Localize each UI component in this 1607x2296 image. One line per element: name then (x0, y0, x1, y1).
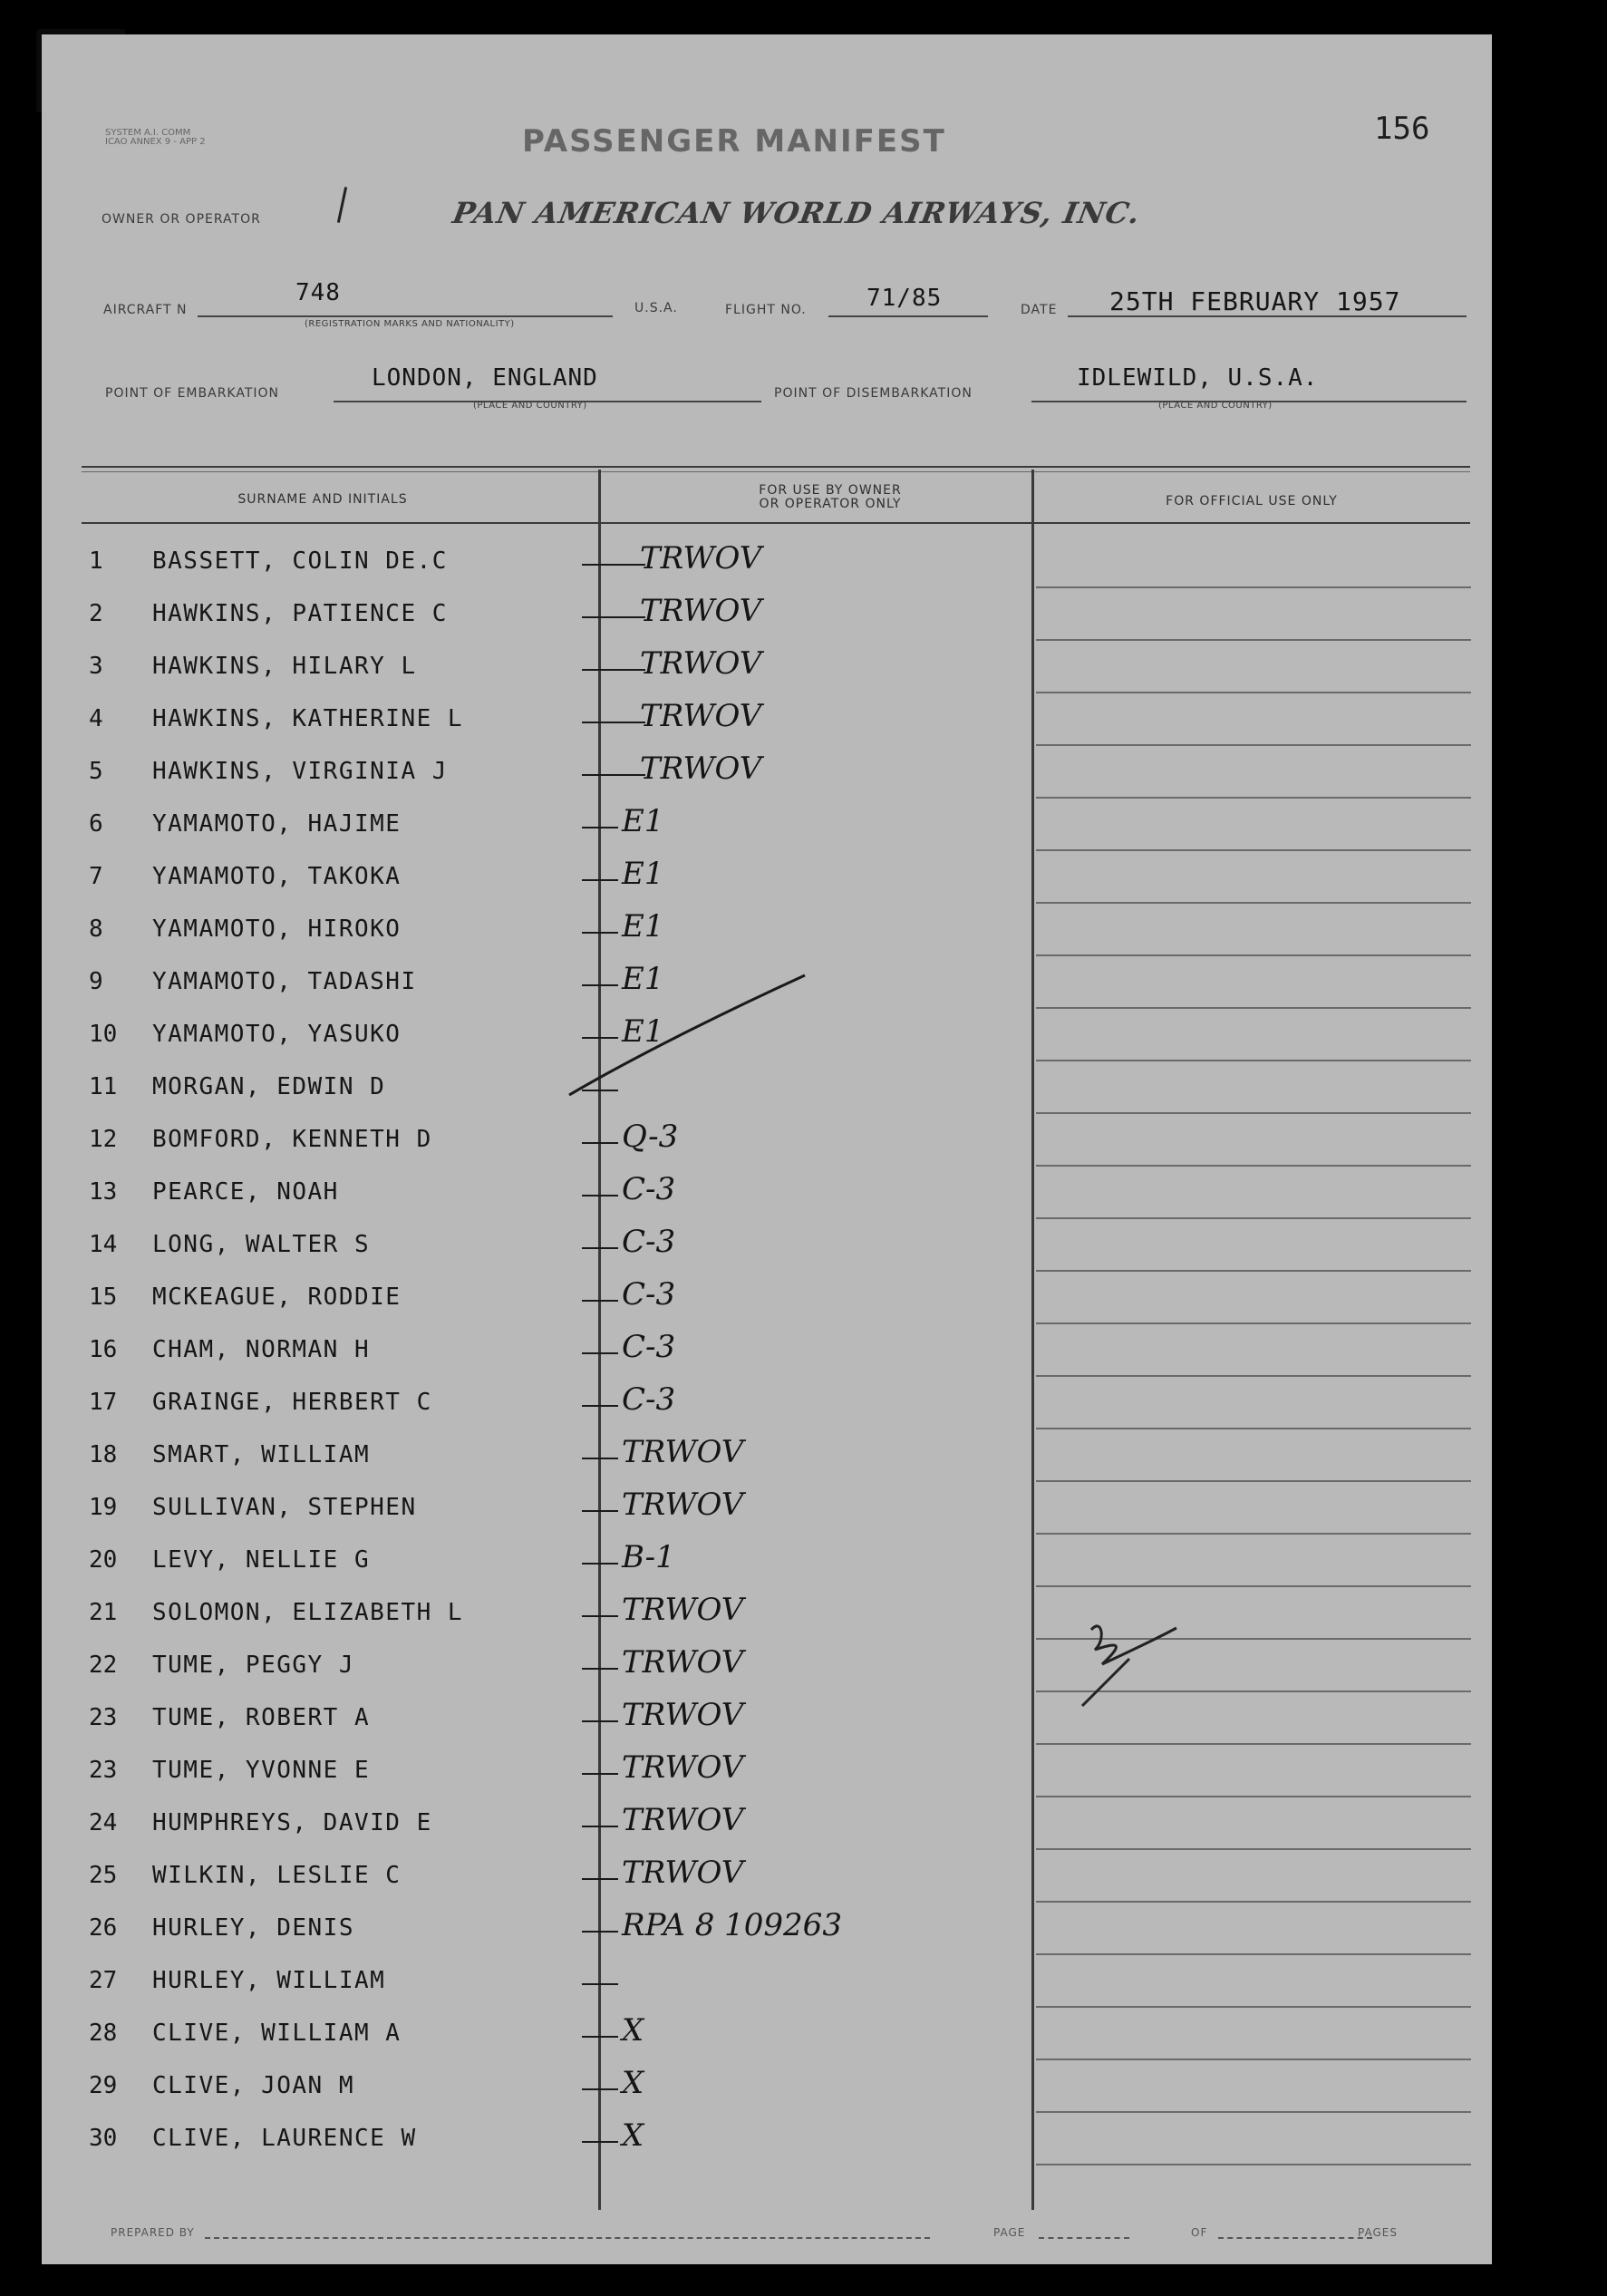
official-use-row-line (1036, 1270, 1471, 1272)
operator-mark: C-3 (622, 1276, 676, 1313)
operator-mark: TRWOV (640, 698, 762, 734)
operator-mark: X (622, 2117, 644, 2154)
checkmark-dash (582, 774, 645, 776)
manifest-page (42, 34, 1492, 2264)
official-use-row-line (1036, 1585, 1471, 1587)
owner-value: PAN AMERICAN WORLD AIRWAYS, INC. (450, 196, 1144, 230)
checkmark-dash (582, 616, 645, 618)
passenger-name: TUME, YVONNE E (152, 1757, 371, 1784)
checkmark-dash (582, 669, 645, 671)
footer-of-line (1218, 2237, 1372, 2239)
checkmark-dash (582, 1983, 618, 1985)
official-use-row-line (1036, 1007, 1471, 1009)
table-row (42, 799, 1492, 852)
row-number: 19 (89, 1494, 118, 1521)
operator-mark: TRWOV (622, 1802, 744, 1838)
aircraft-line (198, 315, 613, 317)
passenger-name: LONG, WALTER S (152, 1231, 371, 1258)
cancel-stroke (549, 959, 821, 1104)
row-number: 7 (89, 863, 103, 890)
flight-line (828, 315, 988, 317)
checkmark-dash (582, 2141, 618, 2143)
passenger-name: MORGAN, EDWIN D (152, 1073, 386, 1100)
passenger-name: HAWKINS, PATIENCE C (152, 600, 448, 627)
official-use-row-line (1036, 1322, 1471, 1324)
row-number: 17 (89, 1389, 118, 1416)
row-number: 28 (89, 2020, 118, 2047)
operator-mark: X (622, 2012, 644, 2049)
official-use-row-line (1036, 1165, 1471, 1167)
passenger-name: YAMAMOTO, HIROKO (152, 915, 402, 943)
checkmark-dash (582, 1352, 618, 1354)
table-row (42, 1325, 1492, 1378)
official-use-row-line (1036, 1533, 1471, 1535)
official-use-row-line (1036, 2164, 1471, 2165)
row-number: 29 (89, 2072, 118, 2099)
table-row (42, 694, 1492, 747)
table-row (42, 642, 1492, 694)
operator-mark: B-1 (622, 1539, 675, 1575)
passenger-name: CLIVE, WILLIAM A (152, 2020, 402, 2047)
row-number: 26 (89, 1914, 118, 1942)
row-number: 4 (89, 705, 103, 732)
official-use-row-line (1036, 1901, 1471, 1903)
row-number: 27 (89, 1967, 118, 1994)
checkmark-dash (582, 1300, 618, 1302)
checkmark-dash (582, 1405, 618, 1407)
embarkation-sublabel: (PLACE AND COUNTRY) (473, 401, 587, 411)
checkmark-dash (582, 1615, 618, 1617)
operator-mark: E1 (622, 856, 664, 892)
checkmark-dash (582, 1878, 618, 1880)
row-number: 23 (89, 1757, 118, 1784)
passenger-name: SOLOMON, ELIZABETH L (152, 1599, 464, 1626)
official-use-row-line (1036, 797, 1471, 799)
table-row (42, 852, 1492, 905)
checkmark-dash (582, 722, 645, 723)
checkmark-dash (582, 1668, 618, 1670)
footer-prepared-by-label: PREPARED BY (111, 2226, 195, 2239)
official-use-row-line (1036, 2059, 1471, 2060)
table-row (42, 1430, 1492, 1483)
table-row (42, 2061, 1492, 2114)
row-number: 8 (89, 915, 103, 943)
operator-mark: E1 (622, 803, 664, 839)
checkmark-dash (582, 1142, 618, 1144)
passenger-name: MCKEAGUE, RODDIE (152, 1284, 402, 1311)
table-row (42, 1536, 1492, 1588)
table-row (42, 905, 1492, 957)
passenger-name: CHAM, NORMAN H (152, 1336, 371, 1363)
checkmark-dash (582, 1247, 618, 1249)
row-number: 9 (89, 968, 103, 995)
official-use-row-line (1036, 1375, 1471, 1377)
official-use-row-line (1036, 586, 1471, 588)
aircraft-label: AIRCRAFT N (103, 303, 188, 317)
passenger-name: LEVY, NELLIE G (152, 1546, 371, 1574)
official-use-row-line (1036, 1060, 1471, 1061)
table-row (42, 1641, 1492, 1693)
passenger-name: WILKIN, LESLIE C (152, 1862, 402, 1889)
footer-pages-label: PAGES (1358, 2226, 1398, 2239)
passenger-name: YAMAMOTO, TAKOKA (152, 863, 402, 890)
row-number: 18 (89, 1441, 118, 1468)
checkmark-dash (582, 1563, 618, 1565)
checkmark-dash (582, 1826, 618, 1827)
operator-mark: Q-3 (622, 1119, 679, 1155)
checkmark-dash (582, 564, 645, 566)
checkmark-dash (582, 1931, 618, 1933)
footer-of-label: OF (1191, 2226, 1208, 2239)
table-row (42, 1273, 1492, 1325)
table-top-rule-secondary (82, 471, 1470, 472)
operator-mark: TRWOV (640, 751, 762, 787)
row-number: 11 (89, 1073, 118, 1100)
passenger-name: SMART, WILLIAM (152, 1441, 371, 1468)
row-number: 1 (89, 547, 103, 575)
official-use-row-line (1036, 954, 1471, 956)
operator-mark: E1 (622, 908, 664, 945)
table-row (42, 2009, 1492, 2061)
embarkation-label: POINT OF EMBARKATION (105, 386, 280, 401)
footer-page-label: PAGE (993, 2226, 1026, 2239)
table-row (42, 1851, 1492, 1904)
official-use-row-line (1036, 1796, 1471, 1797)
page-number: 156 (1374, 111, 1430, 147)
checkmark-dash (582, 827, 618, 828)
official-initials-scribble (1075, 1612, 1184, 1711)
official-use-row-line (1036, 2111, 1471, 2113)
table-row (42, 1378, 1492, 1430)
table-header-rule (82, 522, 1470, 524)
checkmark-dash (582, 1773, 618, 1775)
operator-mark: C-3 (622, 1329, 676, 1365)
passenger-name: CLIVE, JOAN M (152, 2072, 354, 2099)
table-row (42, 1115, 1492, 1167)
checkmark-dash (582, 1195, 618, 1196)
passenger-name: TUME, PEGGY J (152, 1652, 354, 1679)
official-use-row-line (1036, 1953, 1471, 1955)
column-header-names: SURNAME AND INITIALS (237, 492, 408, 507)
flight-value: 71/85 (866, 285, 943, 312)
table-row (42, 1693, 1492, 1746)
passenger-name: YAMAMOTO, YASUKO (152, 1021, 402, 1048)
row-number: 30 (89, 2125, 118, 2152)
table-row (42, 1220, 1492, 1273)
operator-mark: TRWOV (622, 1644, 744, 1681)
operator-mark: TRWOV (640, 645, 762, 682)
official-use-row-line (1036, 849, 1471, 851)
passenger-name: TUME, ROBERT A (152, 1704, 371, 1731)
disembarkation-label: POINT OF DISEMBARKATION (774, 386, 973, 401)
passenger-name: YAMAMOTO, HAJIME (152, 810, 402, 838)
passenger-name: HAWKINS, KATHERINE L (152, 705, 464, 732)
date-value: 25TH FEBRUARY 1957 (1109, 286, 1401, 316)
checkmark-dash (582, 1510, 618, 1512)
checkmark-dash (582, 1720, 618, 1722)
row-number: 13 (89, 1178, 118, 1206)
operator-mark: TRWOV (622, 1855, 744, 1891)
table-top-rule (82, 466, 1470, 468)
passenger-name: HUMPHREYS, DAVID E (152, 1809, 432, 1836)
table-row (42, 1483, 1492, 1536)
date-label: DATE (1021, 303, 1058, 317)
operator-mark: TRWOV (622, 1434, 744, 1470)
row-number: 3 (89, 653, 103, 680)
table-row (42, 537, 1492, 589)
aircraft-value: 748 (295, 279, 341, 306)
passenger-name: HAWKINS, HILARY L (152, 653, 417, 680)
embarkation-value: LONDON, ENGLAND (372, 364, 598, 392)
official-use-row-line (1036, 744, 1471, 746)
owner-tick-mark (337, 187, 347, 223)
operator-mark: TRWOV (622, 1697, 744, 1733)
checkmark-dash (582, 1458, 618, 1459)
row-number: 16 (89, 1336, 118, 1363)
operator-mark: TRWOV (622, 1592, 744, 1628)
official-use-row-line (1036, 692, 1471, 693)
row-number: 5 (89, 758, 103, 785)
row-number: 15 (89, 1284, 118, 1311)
table-row (42, 589, 1492, 642)
operator-mark: C-3 (622, 1224, 676, 1260)
official-use-row-line (1036, 1217, 1471, 1219)
checkmark-dash (582, 2088, 618, 2090)
passenger-name: PEARCE, NOAH (152, 1178, 339, 1206)
row-number: 10 (89, 1021, 118, 1048)
operator-mark: X (622, 2065, 644, 2101)
official-use-row-line (1036, 1743, 1471, 1745)
aircraft-sublabel: (REGISTRATION MARKS AND NATIONALITY) (305, 319, 515, 329)
operator-mark: C-3 (622, 1171, 676, 1207)
footer-prepared-line (205, 2237, 930, 2239)
passenger-name: SULLIVAN, STEPHEN (152, 1494, 417, 1521)
row-number: 22 (89, 1652, 118, 1679)
disembarkation-sublabel: (PLACE AND COUNTRY) (1158, 401, 1273, 411)
operator-mark: TRWOV (622, 1749, 744, 1786)
table-row (42, 1798, 1492, 1851)
passenger-name: BASSETT, COLIN DE.C (152, 547, 448, 575)
flight-label: FLIGHT NO. (725, 303, 807, 317)
form-stamp (105, 129, 206, 147)
row-number: 12 (89, 1126, 118, 1153)
form-stamp-line-1: SYSTEM A.I. COMM (105, 128, 191, 138)
row-number: 20 (89, 1546, 118, 1574)
passenger-name: HURLEY, WILLIAM (152, 1967, 386, 1994)
operator-mark: C-3 (622, 1381, 676, 1418)
operator-mark: TRWOV (640, 540, 762, 576)
operator-mark: E1 (622, 1013, 664, 1050)
table-row (42, 1746, 1492, 1798)
page-title: PASSENGER MANIFEST (522, 123, 946, 160)
column-header-official-use: FOR OFFICIAL USE ONLY (1166, 494, 1338, 509)
operator-mark: RPA 8 109263 (622, 1907, 842, 1943)
form-stamp-line-2: ICAO ANNEX 9 - APP 2 (105, 137, 206, 147)
owner-label: OWNER OR OPERATOR (102, 212, 261, 227)
row-number: 2 (89, 600, 103, 627)
footer-page-line (1039, 2237, 1129, 2239)
operator-mark: TRWOV (640, 593, 762, 629)
checkmark-dash (582, 2036, 618, 2038)
row-number: 6 (89, 810, 103, 838)
passenger-name: HURLEY, DENIS (152, 1914, 354, 1942)
row-number: 25 (89, 1862, 118, 1889)
table-row (42, 1588, 1492, 1641)
table-row (42, 1956, 1492, 2009)
usa-label: U.S.A. (634, 301, 678, 315)
passenger-name: CLIVE, LAURENCE W (152, 2125, 417, 2152)
passenger-name: YAMAMOTO, TADASHI (152, 968, 417, 995)
operator-mark: TRWOV (622, 1487, 744, 1523)
official-use-row-line (1036, 1112, 1471, 1114)
official-use-row-line (1036, 2006, 1471, 2008)
operator-mark: E1 (622, 961, 664, 997)
passenger-name: HAWKINS, VIRGINIA J (152, 758, 448, 785)
official-use-row-line (1036, 1480, 1471, 1482)
official-use-row-line (1036, 639, 1471, 641)
checkmark-dash (582, 879, 618, 881)
table-row (42, 747, 1492, 799)
row-number: 23 (89, 1704, 118, 1731)
official-use-row-line (1036, 902, 1471, 904)
checkmark-dash (582, 932, 618, 934)
table-row (42, 1904, 1492, 1956)
official-use-row-line (1036, 1428, 1471, 1429)
row-number: 14 (89, 1231, 118, 1258)
row-number: 24 (89, 1809, 118, 1836)
passenger-name: BOMFORD, KENNETH D (152, 1126, 432, 1153)
table-row (42, 2114, 1492, 2166)
table-row (42, 1167, 1492, 1220)
column-header-owner-use: FOR USE BY OWNER OR OPERATOR ONLY (759, 483, 902, 511)
disembarkation-value: IDLEWILD, U.S.A. (1077, 364, 1319, 392)
passenger-name: GRAINGE, HERBERT C (152, 1389, 432, 1416)
row-number: 21 (89, 1599, 118, 1626)
official-use-row-line (1036, 1848, 1471, 1850)
